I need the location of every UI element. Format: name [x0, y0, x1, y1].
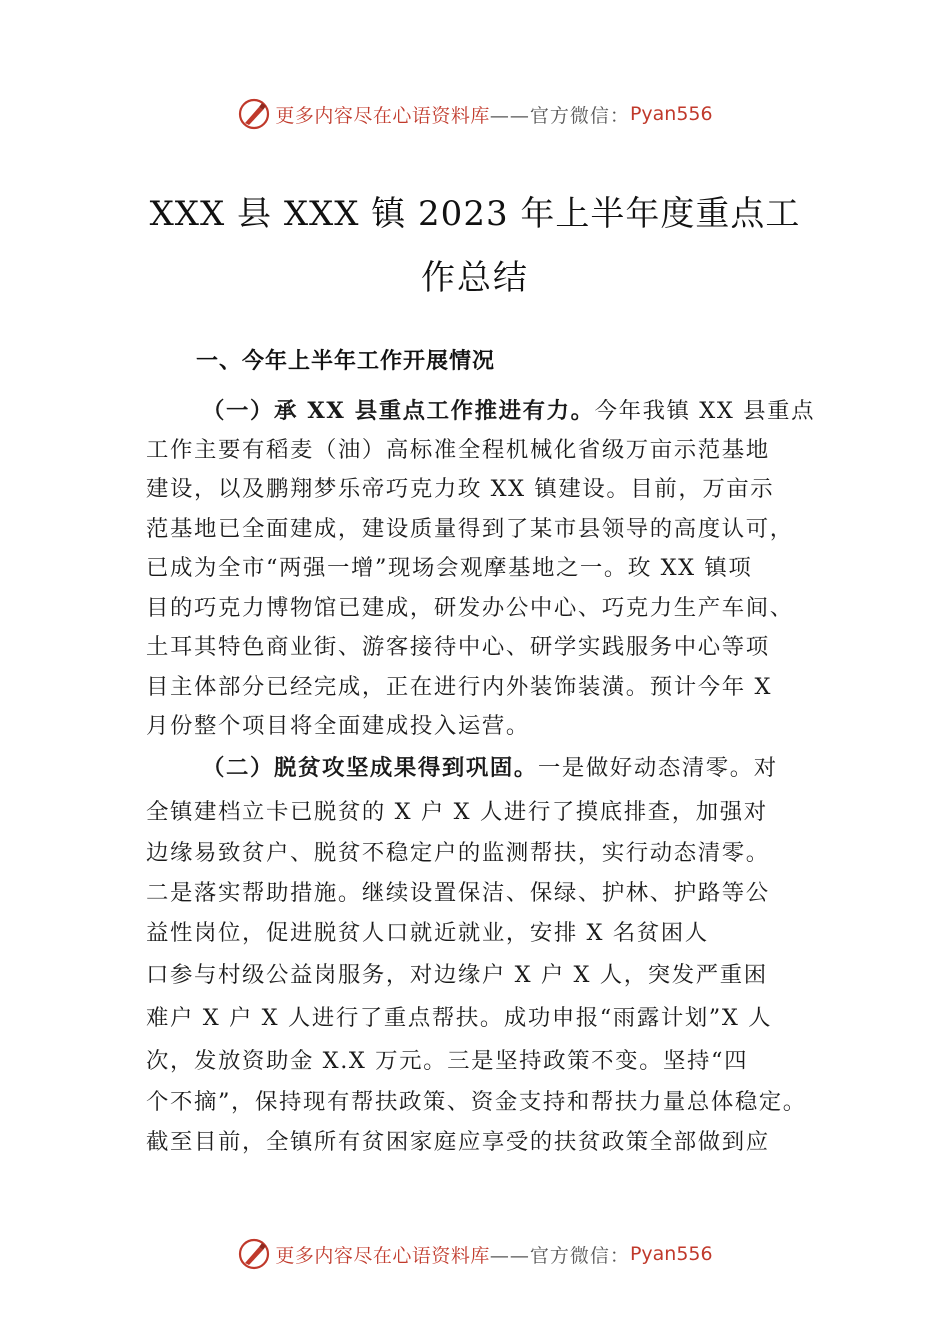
paragraph-line: 建设，以及鹏翔梦乐帝巧克力玫 XX 镇建设。目前，万亩示 — [146, 476, 775, 502]
document-title-line2: 作总结 — [421, 258, 529, 298]
paragraph-line: 工作主要有稻麦（油）高标准全程机械化省级万亩示范基地 — [146, 437, 770, 463]
paragraph-line: 个不摘”，保持现有帮扶政策、资金支持和帮扶力量总体稳定。 — [146, 1089, 807, 1115]
paragraph-line: 全镇建档立卡已脱贫的 X 户 X 人进行了摸底排查，加强对 — [146, 799, 768, 825]
banner-brand: 更多内容尽在心语资料库 — [275, 1244, 490, 1267]
banner-separator: ——官方微信： — [489, 1244, 630, 1267]
paragraph-line — [202, 750, 778, 782]
paragraph-line: 二是落实帮助措施。继续设置保洁、保绿、护林、护路等公 — [146, 880, 770, 906]
paragraph-text: 今年我镇 XX 县重点 — [594, 398, 816, 424]
banner-wechat-id: Pyan556 — [629, 1243, 713, 1265]
header-banner — [0, 94, 950, 134]
section2-lead: （二）脱贫攻坚成果得到巩固。 — [202, 755, 538, 781]
footer-banner — [0, 1234, 950, 1274]
section-heading: 一、今年上半年工作开展情况 — [196, 349, 496, 374]
paragraph-line: 难户 X 户 X 人进行了重点帮扶。成功申报“雨露计划”X 人 — [146, 1005, 773, 1031]
paragraph-line: 次，发放资助金 X.X 万元。三是坚持政策不变。坚持“四 — [146, 1048, 749, 1074]
banner-wechat-id: Pyan556 — [629, 103, 713, 125]
paragraph-line: 已成为全市“两强一增”现场会观摩基地之一。玫 XX 镇项 — [146, 555, 753, 581]
banner-brand: 更多内容尽在心语资料库 — [275, 104, 490, 127]
paragraph-line: 月份整个项目将全面建成投入运营。 — [146, 713, 530, 739]
paragraph-line: 目的巧克力博物馆已建成，研发办公中心、巧克力生产车间、 — [146, 595, 794, 621]
paragraph-line: 益性岗位，促进脱贫人口就近就业，安排 X 名贫困人 — [146, 920, 709, 946]
paragraph-line: 目主体部分已经完成，正在进行内外装饰装潢。预计今年 X — [146, 674, 773, 700]
paragraph-line: 范基地已全面建成，建设质量得到了某市县领导的高度认可， — [146, 516, 794, 542]
paragraph-line: 截至目前，全镇所有贫困家庭应享受的扶贫政策全部做到应 — [146, 1129, 770, 1155]
pen-logo-icon — [237, 1237, 271, 1271]
paragraph-line: 边缘易致贫户、脱贫不稳定户的监测帮扶，实行动态清零。 — [146, 840, 770, 866]
paragraph-line: 口参与村级公益岗服务，对边缘户 X 户 X 人，突发严重困 — [146, 962, 768, 988]
paragraph-line: 土耳其特色商业街、游客接待中心、研学实践服务中心等项 — [146, 634, 770, 660]
banner-separator: ——官方微信： — [489, 104, 630, 127]
paragraph-text: 一是做好动态清零。对 — [537, 755, 778, 781]
paragraph-line — [202, 393, 815, 425]
section1-lead: （一）承 XX 县重点工作推进有力。 — [202, 398, 595, 424]
pen-logo-icon — [237, 97, 271, 131]
document-title-line1: XXX 县 XXX 镇 2023 年上半年度重点工 — [149, 194, 801, 234]
